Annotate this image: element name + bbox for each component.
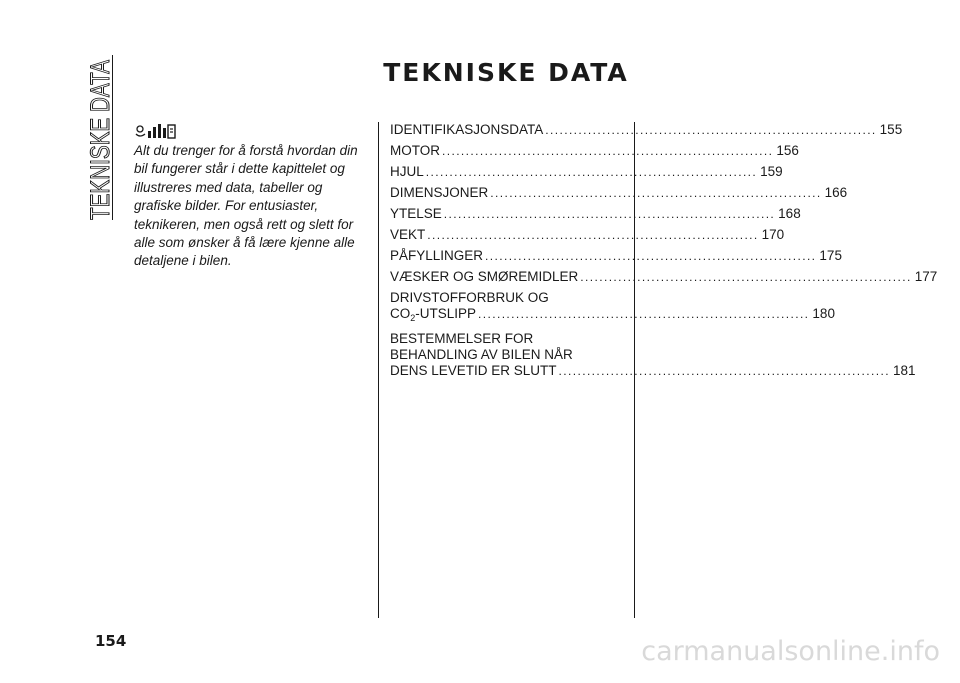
co2-co: CO [390, 306, 411, 321]
toc-item-page: 170 [761, 227, 785, 242]
page-title: TEKNISKE DATA [383, 58, 629, 87]
intro-text: Alt du trenger for å forstå hvordan din bil fungerer står i dette kapittelet og illustreres med data, tabeller og grafiske bilder. For entusiaster, teknikeren, men også rett og slett for alle som ønsker å få lære kjenne alle detaljene i bilen. [134, 143, 358, 269]
toc-item-label: HJUL [390, 164, 424, 179]
toc-item-page: 175 [819, 248, 842, 263]
toc-item-page: 180 [812, 306, 835, 321]
toc-item-label: YTELSE [390, 206, 442, 221]
toc-leader-dots: ...................................................................... [427, 228, 759, 242]
toc-item-page: 155 [879, 122, 903, 137]
page-number: 154 [95, 632, 127, 650]
toc-item-pafyllinger[interactable] [390, 248, 842, 264]
toc-leader-dots: ...................................................................... [485, 249, 817, 263]
toc-item-label: DIMENSJONER [390, 185, 489, 200]
toc-item-label: VÆSKER OG SMØREMIDLER [390, 269, 579, 284]
co2-suffix: -UTSLIPP [415, 306, 477, 321]
toc-leader-dots: ...................................................................... [442, 144, 774, 158]
toc-leader-dots: ...................................................................... [478, 307, 810, 321]
toc-item-motor[interactable] [390, 143, 799, 159]
toc-leader-dots: ...................................................................... [425, 165, 758, 179]
intro-section [134, 122, 366, 271]
toc-item-dimensjoner[interactable] [390, 185, 848, 201]
toc-item-page: 166 [824, 185, 848, 200]
toc-item-bestemmelser[interactable] [390, 331, 916, 379]
toc-item-hjul[interactable] [390, 164, 783, 180]
toc-item-page: 168 [778, 206, 801, 221]
side-title [78, 10, 120, 225]
table-of-contents [390, 122, 938, 384]
column-divider-left [378, 122, 379, 618]
toc-leader-dots: ...................................................................... [490, 186, 822, 200]
toc-leader-dots: ...................................................................... [558, 364, 890, 378]
car-data-icon [134, 122, 178, 140]
toc-item-label-line: DENS LEVETID ER SLUTT [390, 363, 557, 378]
toc-item-drivstofforbruk[interactable] [390, 290, 835, 326]
toc-item-label-line: BEHANDLING AV BILEN NÅR [390, 347, 573, 362]
toc-item-label: PÅFYLLINGER [390, 248, 484, 263]
toc-item-label-line [390, 306, 476, 326]
toc-item-label-line: DRIVSTOFFORBRUK OG [390, 290, 549, 305]
side-title-text: TEKNISKE DATA [85, 10, 115, 220]
toc-item-label: MOTOR [390, 143, 440, 158]
toc-item-label: VEKT [390, 227, 426, 242]
toc-item-identifikasjonsdata[interactable] [390, 122, 903, 138]
toc-item-page: 159 [760, 164, 783, 179]
toc-item-vasker-og-smoremidler[interactable] [390, 269, 938, 285]
toc-leader-dots: ...................................................................... [443, 207, 776, 221]
toc-item-label-line: BESTEMMELSER FOR [390, 331, 534, 346]
toc-item-page: 181 [892, 363, 916, 378]
toc-leader-dots: ...................................................................... [580, 270, 912, 284]
toc-item-label: IDENTIFIKASJONSDATA [390, 122, 544, 137]
watermark: carmanualsonline.info [641, 636, 940, 667]
toc-item-vekt[interactable] [390, 227, 785, 243]
toc-item-ytelse[interactable] [390, 206, 801, 222]
co2-subscript: 2 [410, 313, 416, 323]
toc-item-page: 177 [914, 269, 938, 284]
toc-item-page: 156 [776, 143, 799, 158]
side-rule [112, 55, 113, 220]
toc-leader-dots: ...................................................................... [545, 123, 877, 137]
